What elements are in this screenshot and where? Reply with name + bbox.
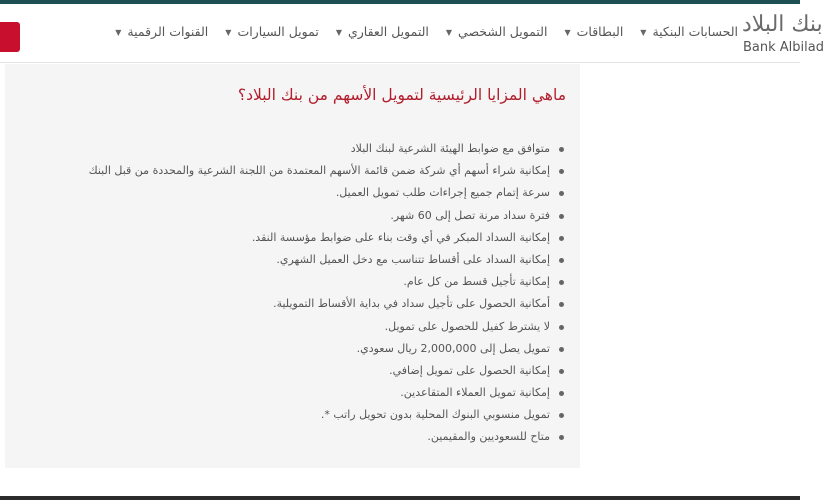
- caret-down-icon: ▼: [225, 27, 232, 37]
- list-item: [26, 205, 566, 227]
- bottom-border: [0, 496, 800, 500]
- list-item: [26, 316, 566, 338]
- benefits-list: [26, 138, 566, 449]
- bullet-icon: [559, 325, 564, 330]
- bullet-icon: [559, 214, 564, 219]
- list-item: [26, 271, 566, 293]
- list-item: [26, 382, 566, 404]
- nav-item-label: البطاقات: [576, 24, 624, 39]
- benefit-text: إمكانية السداد على أقساط تتناسب مع دخل العميل الشهري.: [276, 252, 550, 266]
- bullet-icon: [559, 191, 564, 196]
- logo-english-text: Bank Albilad: [743, 40, 824, 55]
- benefit-text: إمكانية تمويل العملاء المتقاعدين.: [400, 386, 550, 400]
- nav-item-label: تمويل السيارات: [237, 24, 319, 39]
- nav-item-label: التمويل العقاري: [347, 24, 429, 39]
- bullet-icon: [559, 369, 564, 374]
- list-item: [26, 338, 566, 360]
- nav-item-label: القنوات الرقمية: [127, 24, 209, 39]
- list-item: [26, 138, 566, 160]
- benefit-text: إمكانية شراء أسهم أي شركة ضمن قائمة الأسهم المعتمدة من اللجنة الشرعية والمحددة من قبل البنك: [88, 164, 550, 178]
- list-item: [26, 182, 566, 204]
- caret-down-icon: ▼: [564, 27, 571, 37]
- logo-arabic-text: بنك البلاد: [742, 12, 823, 37]
- benefit-text: تمويل منسوبي البنوك المحلية بدون تحويل راتب *.: [320, 408, 550, 422]
- benefit-text: سرعة إتمام جميع إجراءات طلب تمويل العميل.: [335, 186, 550, 200]
- list-item: [26, 227, 566, 249]
- bullet-icon: [559, 302, 564, 307]
- bullet-icon: [559, 435, 564, 440]
- list-item: [26, 249, 566, 271]
- bullet-icon: [559, 347, 564, 352]
- nav-item-cards[interactable]: [564, 20, 623, 45]
- caret-down-icon: ▼: [335, 27, 342, 37]
- bank-logo[interactable]: [740, 10, 824, 62]
- nav-item-label: التمويل الشخصي: [458, 24, 548, 39]
- nav-item-label: الحسابات البنكية: [652, 24, 738, 39]
- bullet-icon: [559, 391, 564, 396]
- section-title: ماهي المزايا الرئيسية لتمويل الأسهم من بنك البلاد؟: [237, 86, 566, 104]
- site-header: [0, 4, 824, 63]
- benefit-text: إمكانية السداد المبكر في أي وقت بناء على ضوابط مؤسسة النقد.: [251, 230, 550, 244]
- bullet-icon: [559, 258, 564, 263]
- caret-down-icon: ▼: [640, 27, 647, 37]
- nav-item-digital-channels[interactable]: [115, 20, 208, 45]
- bullet-icon: [559, 236, 564, 241]
- nav-item-bank-accounts[interactable]: [640, 20, 738, 45]
- caret-down-icon: ▼: [445, 27, 453, 37]
- benefit-text: إمكانية الحصول على تمويل إضافي.: [389, 363, 550, 377]
- list-item: [26, 404, 566, 426]
- caret-down-icon: ▼: [115, 27, 122, 37]
- header-cta-button[interactable]: [0, 22, 20, 52]
- bullet-icon: [559, 147, 564, 152]
- benefit-text: فترة سداد مرنة تصل إلى 60 شهر.: [390, 208, 550, 222]
- benefit-text: تمويل يصل إلى 2,000,000 ريال سعودي.: [356, 341, 550, 355]
- nav-item-auto-finance[interactable]: [225, 20, 319, 45]
- benefit-text: إمكانية تأجيل قسط من كل عام.: [403, 275, 550, 289]
- bullet-icon: [559, 169, 564, 174]
- benefit-text: متوافق مع ضوابط الهيئة الشرعية لبنك البلاد: [350, 142, 550, 155]
- list-item: [26, 426, 566, 448]
- benefit-text: متاح للسعوديين والمقيمين.: [427, 430, 550, 444]
- main-nav: [108, 20, 738, 44]
- benefits-card: [5, 64, 580, 468]
- list-item: [26, 160, 566, 182]
- nav-item-personal-finance[interactable]: [446, 20, 548, 45]
- nav-item-real-estate-finance[interactable]: [336, 20, 429, 45]
- bullet-icon: [559, 280, 564, 285]
- benefit-text: أمكانية الحصول على تأجيل سداد في بداية الأقساط التمويلية.: [273, 297, 550, 311]
- bullet-icon: [559, 413, 564, 418]
- list-item: [26, 293, 566, 315]
- list-item: [26, 360, 566, 382]
- benefit-text: لا يشترط كفيل للحصول على تمويل.: [384, 319, 550, 333]
